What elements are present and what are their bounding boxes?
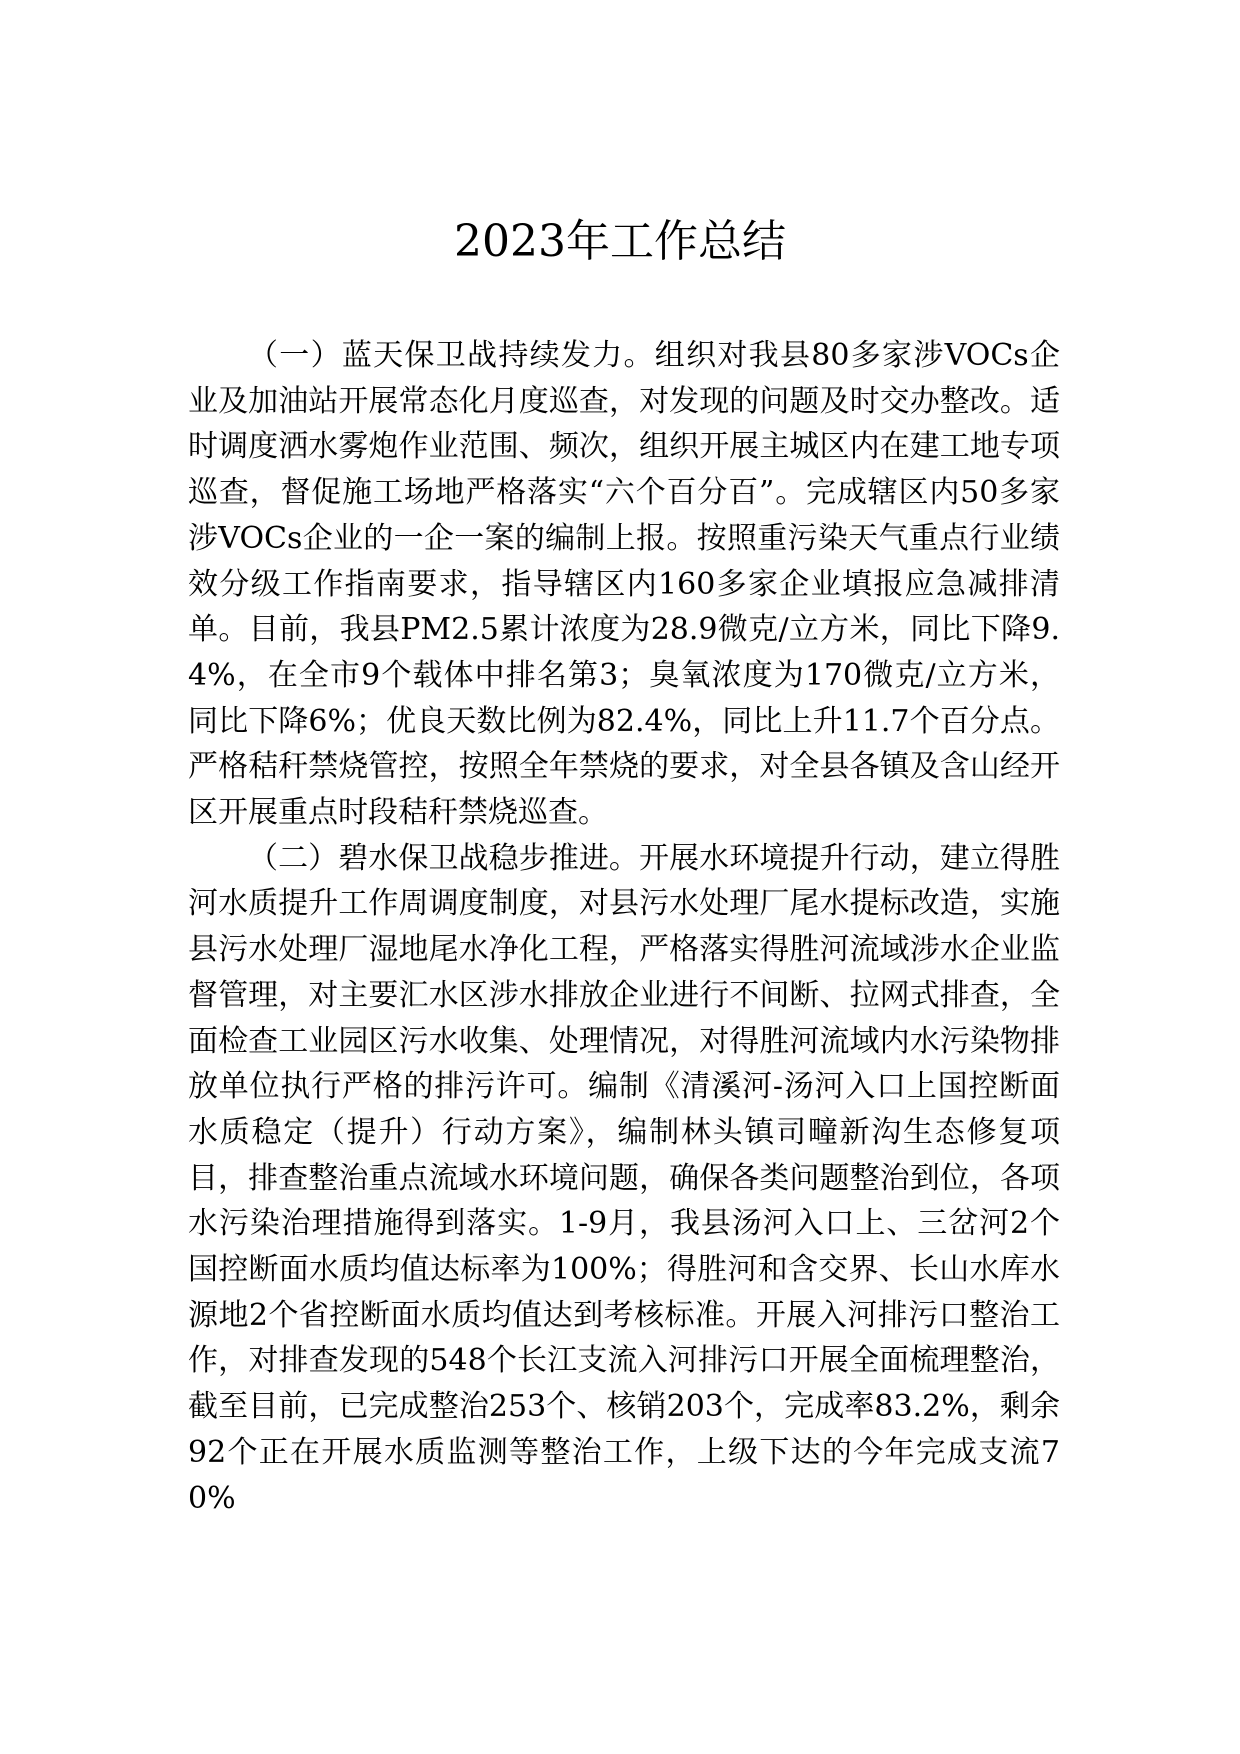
document-title: 2023年工作总结 — [454, 216, 786, 267]
document-body — [188, 333, 1060, 1521]
paragraph-clear-water: （二）碧水保卫战稳步推进。开展水环境提升行动，建立得胜河水质提升工作周调度制度，对县污水处理厂尾水提标改造，实施县污水处理厂湿地尾水净化工程，严格落实得胜河流域涉水企业监督管理，对主要汇水区涉水排放企业进行不间断、拉网式排查，全面检查工业园区污水收集、处理情况，对得胜河流域内水污染物排放单位执行严格的排污许可。编制《清溪河-汤河入口上国控断面水质稳定（提升）行动方案》，编制林头镇司疃新沟生态修复项目，排查整治重点流域水环境问题，确保各类问题整治到位，各项水污染治理措施得到落实。1-9月，我县汤河入口上、三岔河2个国控断面水质均值达标率为100%；得胜河和含交界、长山水库水源地2个省控断面水质均值达到考核标准。开展入河排污口整治工作，对排查发现的548个长江支流入河排污口开展全面梳理整治，截至目前，已完成整治253个、核销203个，完成率83.2%，剩余92个正在开展水质监测等整治工作，上级下达的今年完成支流70% — [188, 840, 1060, 1516]
paragraph-blue-sky: （一）蓝天保卫战持续发力。组织对我县80多家涉VOCs企业及加油站开展常态化月度巡查，对发现的问题及时交办整改。适时调度洒水雾炮作业范围、频次，组织开展主城区内在建工地专项巡查，督促施工场地严格落实“六个百分百”。完成辖区内50多家涉VOCs企业的一企一案的编制上报。按照重污染天气重点行业绩效分级工作指南要求，指导辖区内160多家企业填报应急减排清单。目前，我县PM2.5累计浓度为28.9微克/立方米，同比下降9.4%，在全市9个载体中排名第3；臭氧浓度为170微克/立方米，同比下降6%；优良天数比例为82.4%，同比上升11.7个百分点。严格秸秆禁烧管控，按照全年禁烧的要求，对全县各镇及含山经开区开展重点时段秸秆禁烧巡查。 — [188, 338, 1060, 831]
